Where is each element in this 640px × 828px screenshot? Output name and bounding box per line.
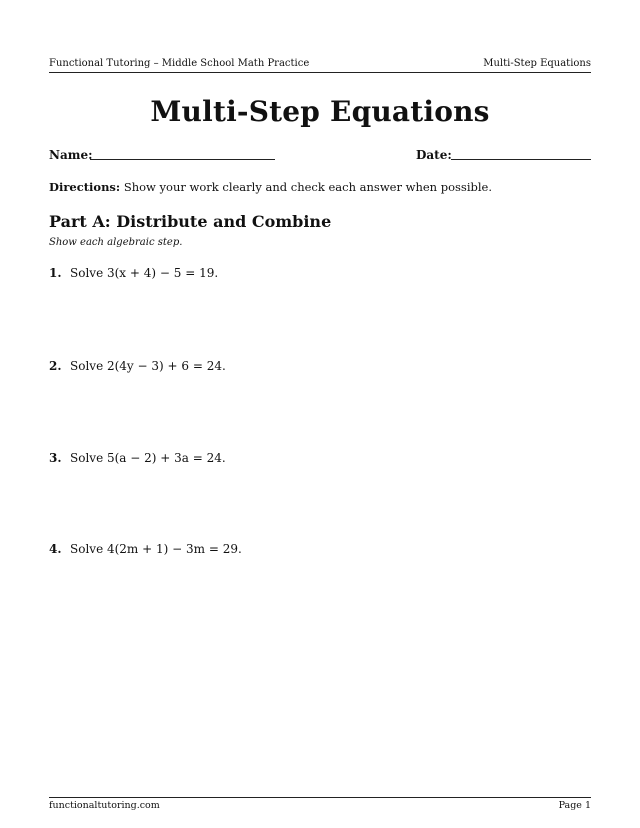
problem-4 <box>49 542 242 556</box>
problem-2 <box>49 359 226 373</box>
name-label: Name: <box>49 148 93 162</box>
directions-text: Show your work clearly and check each answer when possible. <box>123 180 493 194</box>
problem-text: Solve 5(a − 2) + 3a = 24. <box>70 451 226 465</box>
section-note-part-a: Show each algebraic step. <box>49 237 183 248</box>
problem-text: Solve 2(4y − 3) + 6 = 24. <box>70 359 226 373</box>
header-course-title: Functional Tutoring – Middle School Math Practice <box>49 58 310 69</box>
header-topic: Multi-Step Equations <box>483 58 591 69</box>
problem-number: 4. <box>49 542 62 556</box>
name-date-row <box>49 148 591 164</box>
directions <box>49 180 492 194</box>
name-blank-line <box>90 159 275 160</box>
problem-number: 1. <box>49 266 62 280</box>
page-header <box>49 58 591 73</box>
page-footer <box>49 797 591 812</box>
footer-website: functionaltutoring.com <box>49 800 160 811</box>
problem-number: 3. <box>49 451 62 465</box>
directions-label: Directions: <box>49 180 121 194</box>
problem-3 <box>49 451 226 465</box>
date-blank-line <box>451 159 591 160</box>
footer-page-number: Page 1 <box>558 800 591 811</box>
date-label: Date: <box>416 148 452 162</box>
problem-1 <box>49 266 218 280</box>
problem-text: Solve 3(x + 4) − 5 = 19. <box>70 266 219 280</box>
problem-number: 2. <box>49 359 62 373</box>
problem-text: Solve 4(2m + 1) − 3m = 29. <box>70 542 242 556</box>
section-title-part-a: Part A: Distribute and Combine <box>49 212 332 231</box>
worksheet-title: Multi-Step Equations <box>150 95 490 128</box>
